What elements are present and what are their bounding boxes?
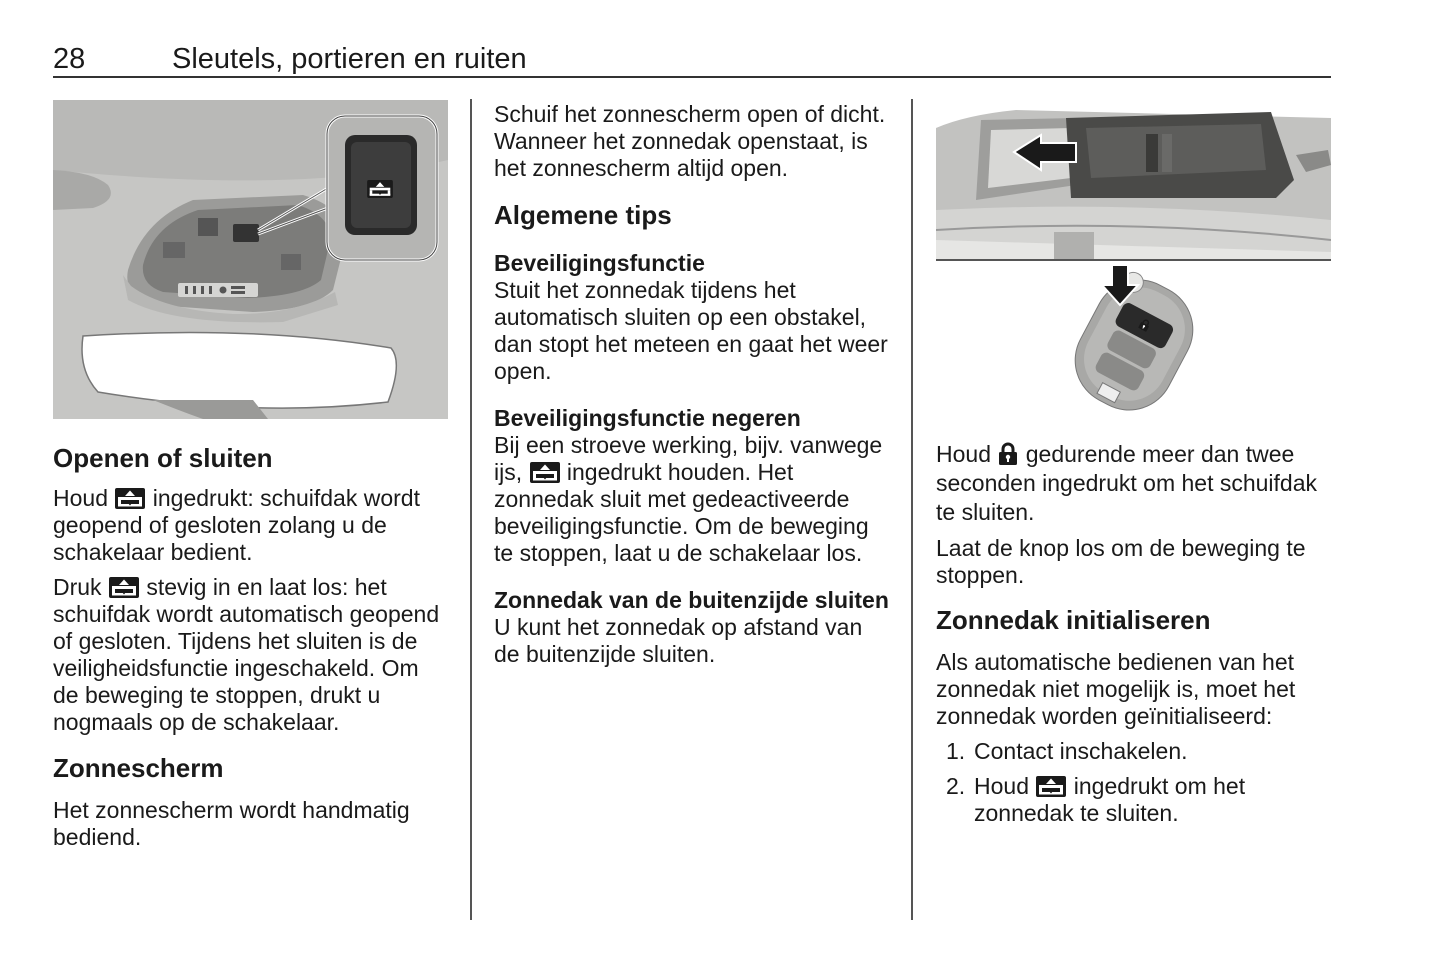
column-divider-2 [911,99,913,920]
heading-sunshade: Zonnescherm [53,753,224,783]
heading-open-close: Openen of sluiten [53,443,273,473]
heading-remote-close: Zonnedak van de buitenzijde sluiten [494,587,889,613]
page-number: 28 [53,43,86,75]
paragraph-override-security: Bij een stroeve werking, bijv. vanwege ijs, ingedrukt houden. Het zonnedak sluit met gedeactiveerde beveiligingsfunctie. Om de beweging te stoppen, laat u de schakelaar los. [494,432,883,566]
page-header [53,40,1331,78]
paragraph-release-button: Laat de knop los om de beweging te stoppen. [936,535,1306,588]
list-item-step-2: 2. Houd ingedrukt om het zonnedak te sluiten. [946,773,1246,826]
column-3-text [936,440,1332,827]
paragraph-hold-switch: Houd ingedrukt: schuifdak wordt geopend of gesloten zolang u de schakelaar bedient. [53,485,420,565]
lock-icon [998,442,1018,465]
heading-init-sunroof: Zonnedak initialiseren [936,605,1211,635]
heading-general-tips: Algemene tips [494,200,672,230]
paragraph-init-intro: Als automatische bedienen van het zonnedak niet mogelijk is, moet het zonnedak worden geïnitialiseerd: [936,649,1296,729]
column-2-text [494,101,894,668]
heading-security-function: Beveiligingsfunctie [494,250,705,276]
paragraph-remote-close: U kunt het zonnedak op afstand van de buitenzijde sluiten. [494,614,863,667]
paragraph-sunshade-manual: Het zonnescherm wordt handmatig bediend. [53,797,410,850]
list-item-step-1: 1. Contact inschakelen. [946,738,1188,764]
paragraph-press-switch: Druk stevig in en laat los: het schuifdak wordt automatisch geopend of gesloten. Tijdens het sluiten is de veiligheidsfunctie ingeschakeld. Om de beweging te stoppen, drukt u nogmaals op de schakelaar. [53,574,440,735]
sunroof-keyfob-illustration [936,100,1331,415]
init-steps-list [936,738,1332,827]
sunroof-switch-icon [530,462,560,483]
overhead-console-illustration [53,100,448,419]
heading-override-security: Beveiligingsfunctie negeren [494,405,801,431]
sunroof-switch-icon [1036,776,1066,797]
sunroof-switch-icon [109,577,139,598]
column-divider-1 [470,99,472,920]
paragraph-sunshade-slide: Schuif het zonnescherm open of dicht. Wanneer het zonnedak openstaat, is het zonnescherm altijd open. [494,101,886,181]
paragraph-hold-lock: Houd gedurende meer dan twee seconden ingedrukt om het schuifdak te sluiten. [936,441,1318,525]
column-1-text [53,443,449,851]
sunroof-switch-icon [115,488,145,509]
paragraph-security-function: Stuit het zonnedak tijdens het automatisch sluiten op een obstakel, dan stopt het meteen en gaat het weer open. [494,277,888,384]
chapter-title: Sleutels, portieren en ruiten [172,43,527,75]
